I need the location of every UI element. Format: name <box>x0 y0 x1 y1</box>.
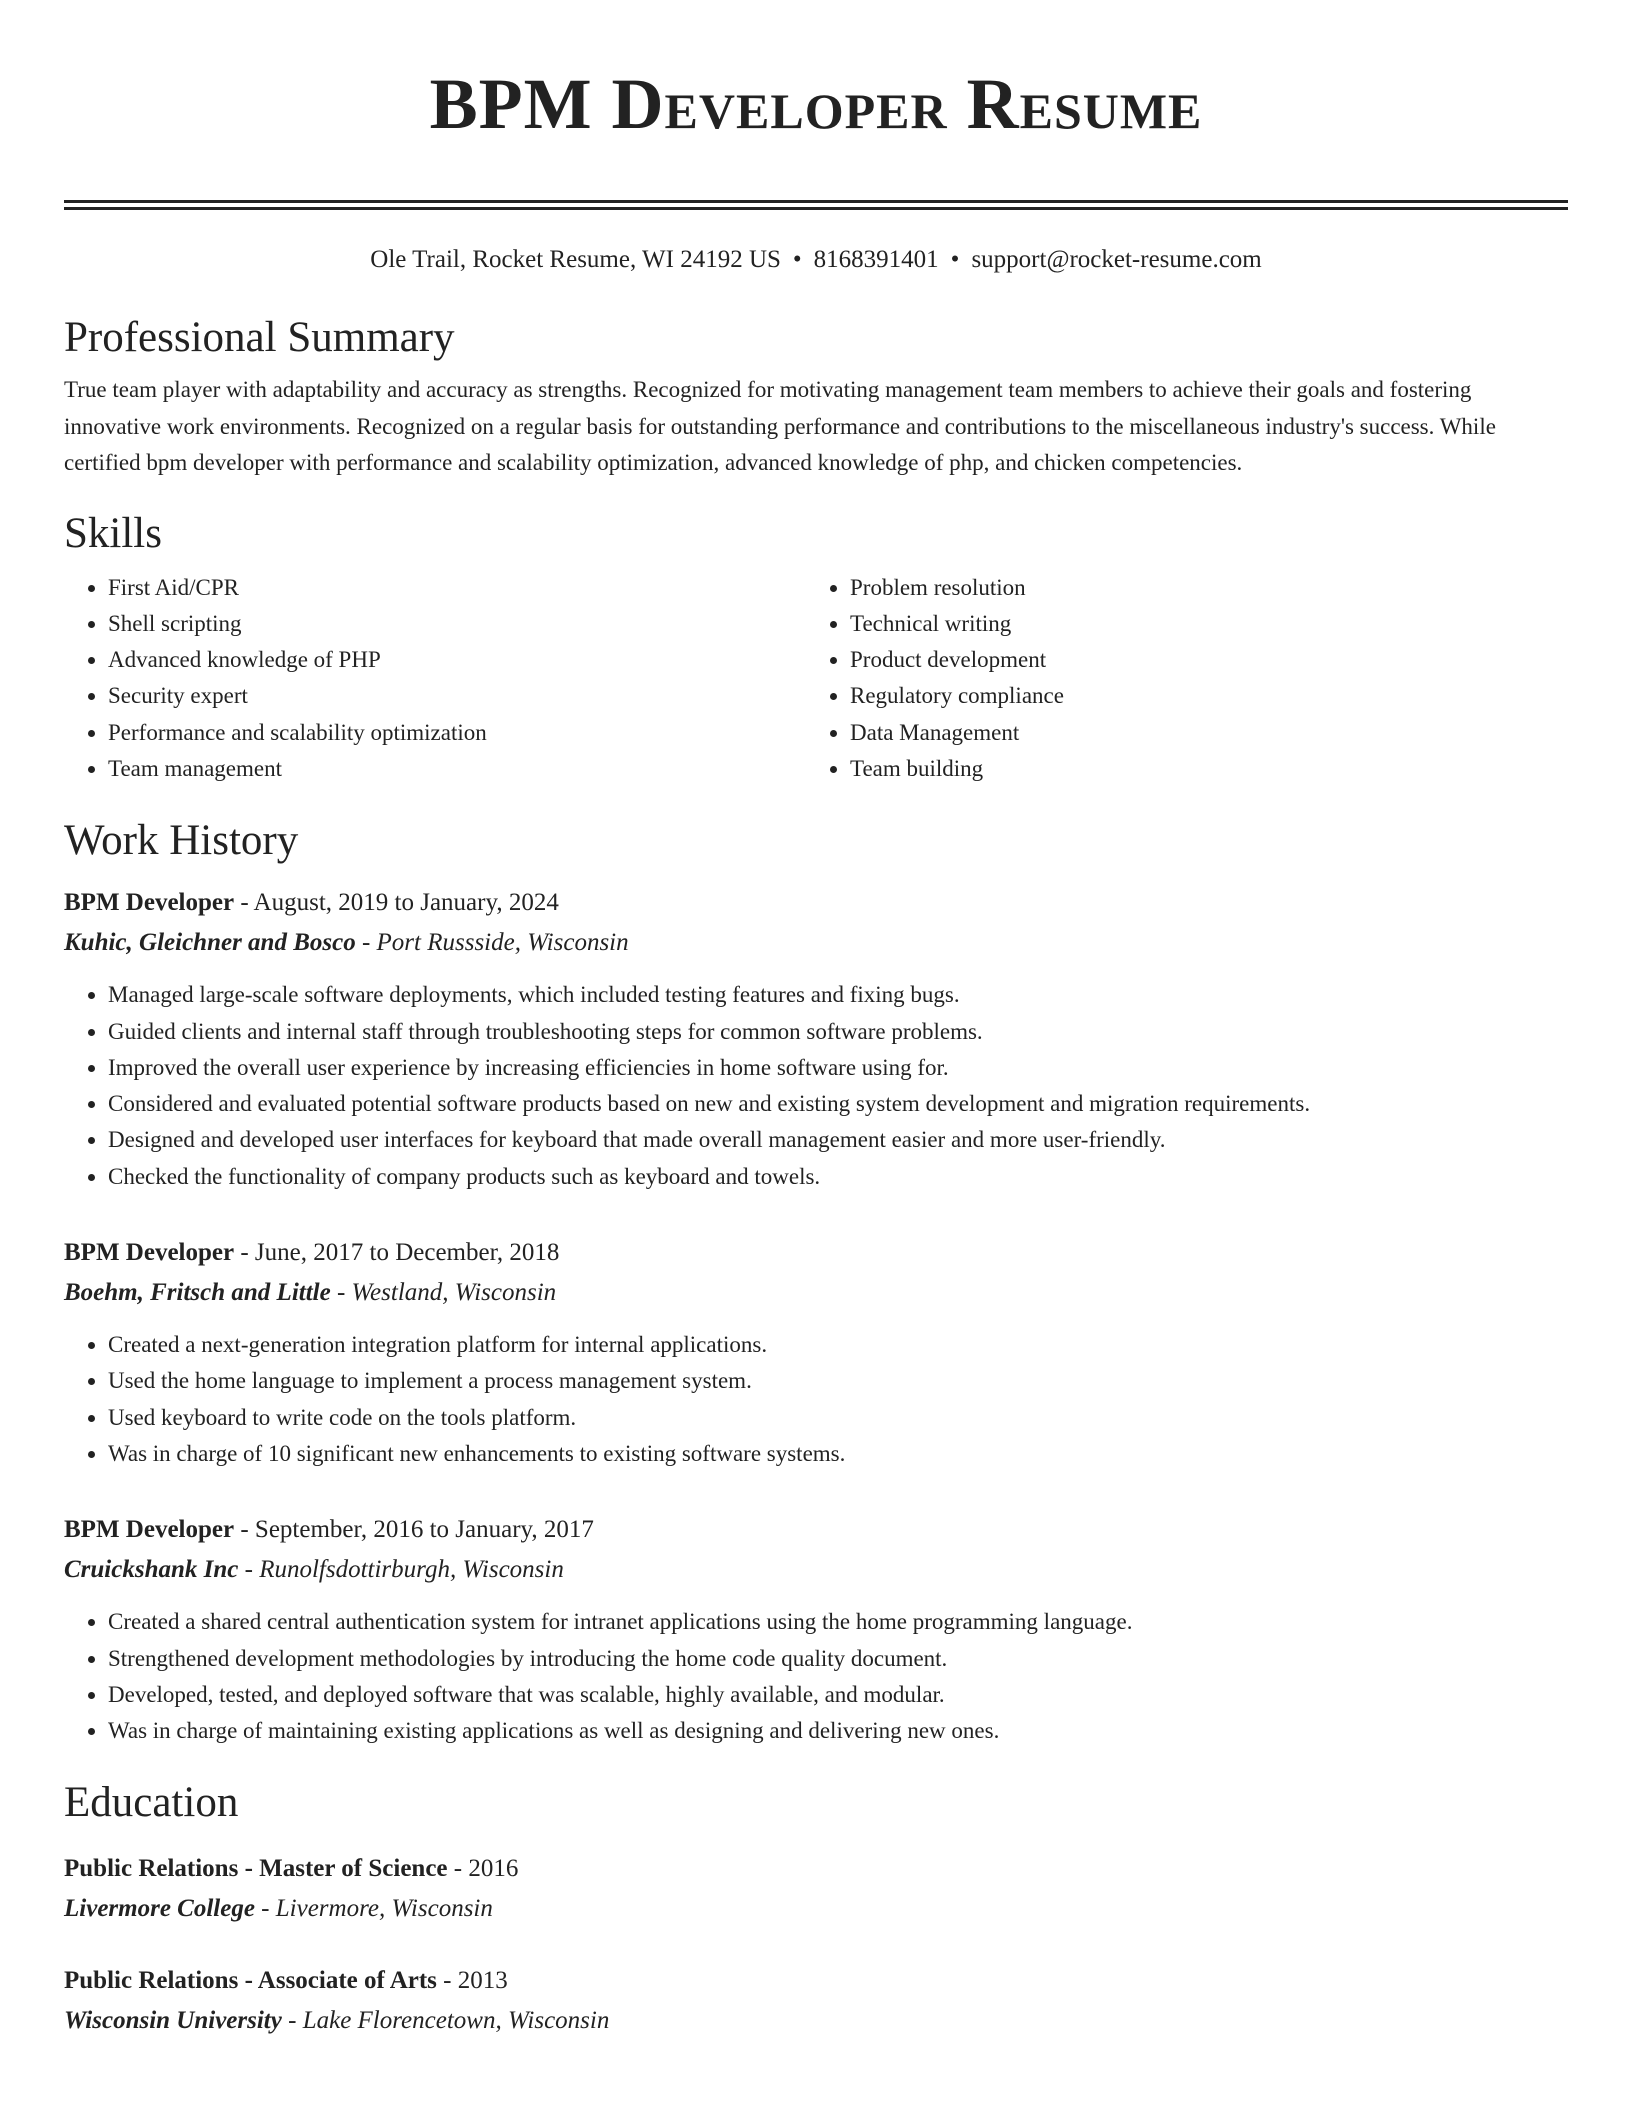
education-school-line: Livermore College - Livermore, Wisconsin <box>64 1895 493 1923</box>
education-school: Livermore College <box>64 1895 255 1923</box>
summary-text: True team player with adaptability and accuracy as strengths. Recognized for motivating management team members to achieve their goals and fostering innovative work environments. Recognized on a regular basis for outstanding performance and contributions to the miscellaneous industry's success. While certified bpm developer with performance and scalability optimization, advanced knowledge of php, and chicken competencies. <box>64 377 1496 475</box>
job-title: BPM Developer <box>64 889 235 917</box>
job-bullets <box>64 977 1568 1195</box>
contact-separator: • <box>792 246 802 273</box>
skills-section <box>64 508 1568 788</box>
skill-item: • Problem resolution <box>850 570 1548 606</box>
skill-item: • Team building <box>850 751 1548 787</box>
job-title-line: BPM Developer - August, 2019 to January, 2024 <box>64 889 559 917</box>
title-double-rule <box>64 200 1568 210</box>
job-company-line: Kuhic, Gleichner and Bosco - Port Russside, Wisconsin <box>64 929 629 957</box>
job-bullet: • Considered and evaluated potential software products based on new and existing system development and migration requirements. <box>108 1086 1568 1122</box>
job-bullet: • Created a shared central authentication system for intranet applications using the home programming language. <box>108 1604 1568 1640</box>
education-section <box>64 1777 1568 2041</box>
skills-left-list <box>64 570 806 788</box>
education-entry <box>64 1961 1568 2041</box>
skill-item: • Advanced knowledge of PHP <box>108 642 806 678</box>
contact-phone: 8168391401 <box>813 246 939 273</box>
education-year: 2016 <box>468 1855 519 1883</box>
skill-item: • Shell scripting <box>108 606 806 642</box>
contact-separator: • <box>950 246 960 273</box>
job-bullet: • Guided clients and internal staff through troubleshooting steps for common software problems. <box>108 1014 1568 1050</box>
skill-item: • Performance and scalability optimization <box>108 715 806 751</box>
resume-title: BPM Developer Resume <box>429 64 1203 144</box>
job-bullet: • Managed large-scale software deployments, which included testing features and fixing bugs. <box>108 977 1568 1013</box>
education-degree: Associate of Arts <box>257 1967 437 1995</box>
education-degree-line: Public Relations - Associate of Arts - 2013 <box>64 1967 508 1995</box>
job-bullet: • Improved the overall user experience by increasing efficiencies in home software using for. <box>108 1050 1568 1086</box>
education-degree-line: Public Relations - Master of Science - 2016 <box>64 1855 519 1883</box>
job-bullet: • Was in charge of 10 significant new enhancements to existing software systems. <box>108 1436 1568 1472</box>
skills-heading: Skills <box>64 509 162 557</box>
education-year: 2013 <box>457 1967 508 1995</box>
job-dates: September, 2016 to January, 2017 <box>254 1516 594 1544</box>
job-company: Boehm, Fritsch and Little <box>64 1279 331 1307</box>
job-entry <box>64 1510 1568 1749</box>
job-bullet: • Checked the functionality of company products such as keyboard and towels. <box>108 1159 1568 1195</box>
education-field: Public Relations <box>64 1967 239 1995</box>
skill-item: • Technical writing <box>850 606 1548 642</box>
education-location: Livermore, Wisconsin <box>275 1895 493 1923</box>
skills-right-list <box>806 570 1548 788</box>
skill-item: • Data Management <box>850 715 1548 751</box>
contact-line <box>64 244 1568 276</box>
skill-item: • Product development <box>850 642 1548 678</box>
skills-columns <box>64 570 1568 788</box>
job-bullet: • Developed, tested, and deployed software that was scalable, highly available, and modular. <box>108 1677 1568 1713</box>
contact-email: support@rocket-resume.com <box>971 246 1262 273</box>
job-entry <box>64 1233 1568 1472</box>
work-history-section <box>64 815 1568 1749</box>
job-dates: June, 2017 to December, 2018 <box>254 1239 560 1267</box>
skill-item: • Regulatory compliance <box>850 678 1548 714</box>
job-company: Cruickshank Inc <box>64 1556 239 1584</box>
contact-address: Ole Trail, Rocket Resume, WI 24192 US <box>370 246 781 273</box>
job-bullet: • Strengthened development methodologies by introducing the home code quality document. <box>108 1641 1568 1677</box>
education-heading: Education <box>64 1779 239 1827</box>
job-bullet: • Was in charge of maintaining existing applications as well as designing and delivering new ones. <box>108 1713 1568 1749</box>
education-entry <box>64 1849 1568 1929</box>
job-title-line: BPM Developer - September, 2016 to January, 2017 <box>64 1516 594 1544</box>
job-company-line: Boehm, Fritsch and Little - Westland, Wisconsin <box>64 1279 557 1307</box>
skill-item: • Team management <box>108 751 806 787</box>
job-bullets <box>64 1604 1568 1749</box>
summary-section <box>64 312 1568 482</box>
education-location: Lake Florencetown, Wisconsin <box>302 2007 610 2035</box>
job-bullet: • Designed and developed user interfaces for keyboard that made overall management easier and more user-friendly. <box>108 1122 1568 1158</box>
skill-item: • Security expert <box>108 678 806 714</box>
education-school: Wisconsin University <box>64 2007 282 2035</box>
job-location: Port Russside, Wisconsin <box>376 929 629 957</box>
work-history-heading: Work History <box>64 817 299 865</box>
job-dates: August, 2019 to January, 2024 <box>253 889 559 917</box>
job-company-line: Cruickshank Inc - Runolfsdottirburgh, Wisconsin <box>64 1556 564 1584</box>
education-school-line: Wisconsin University - Lake Florencetown, Wisconsin <box>64 2007 610 2035</box>
education-field: Public Relations <box>64 1855 239 1883</box>
education-degree: Master of Science <box>259 1855 448 1883</box>
job-title-line: BPM Developer - June, 2017 to December, 2018 <box>64 1239 560 1267</box>
job-title: BPM Developer <box>64 1239 235 1267</box>
job-bullet: • Used keyboard to write code on the tools platform. <box>108 1400 1568 1436</box>
job-title: BPM Developer <box>64 1516 235 1544</box>
job-company: Kuhic, Gleichner and Bosco <box>64 929 356 957</box>
skill-item: • First Aid/CPR <box>108 570 806 606</box>
job-entry <box>64 883 1568 1195</box>
job-bullet: • Created a next-generation integration platform for internal applications. <box>108 1327 1568 1363</box>
job-location: Runolfsdottirburgh, Wisconsin <box>259 1556 564 1584</box>
job-location: Westland, Wisconsin <box>351 1279 557 1307</box>
summary-heading: Professional Summary <box>64 314 455 361</box>
job-bullet: • Used the home language to implement a process management system. <box>108 1363 1568 1399</box>
job-bullets <box>64 1327 1568 1472</box>
